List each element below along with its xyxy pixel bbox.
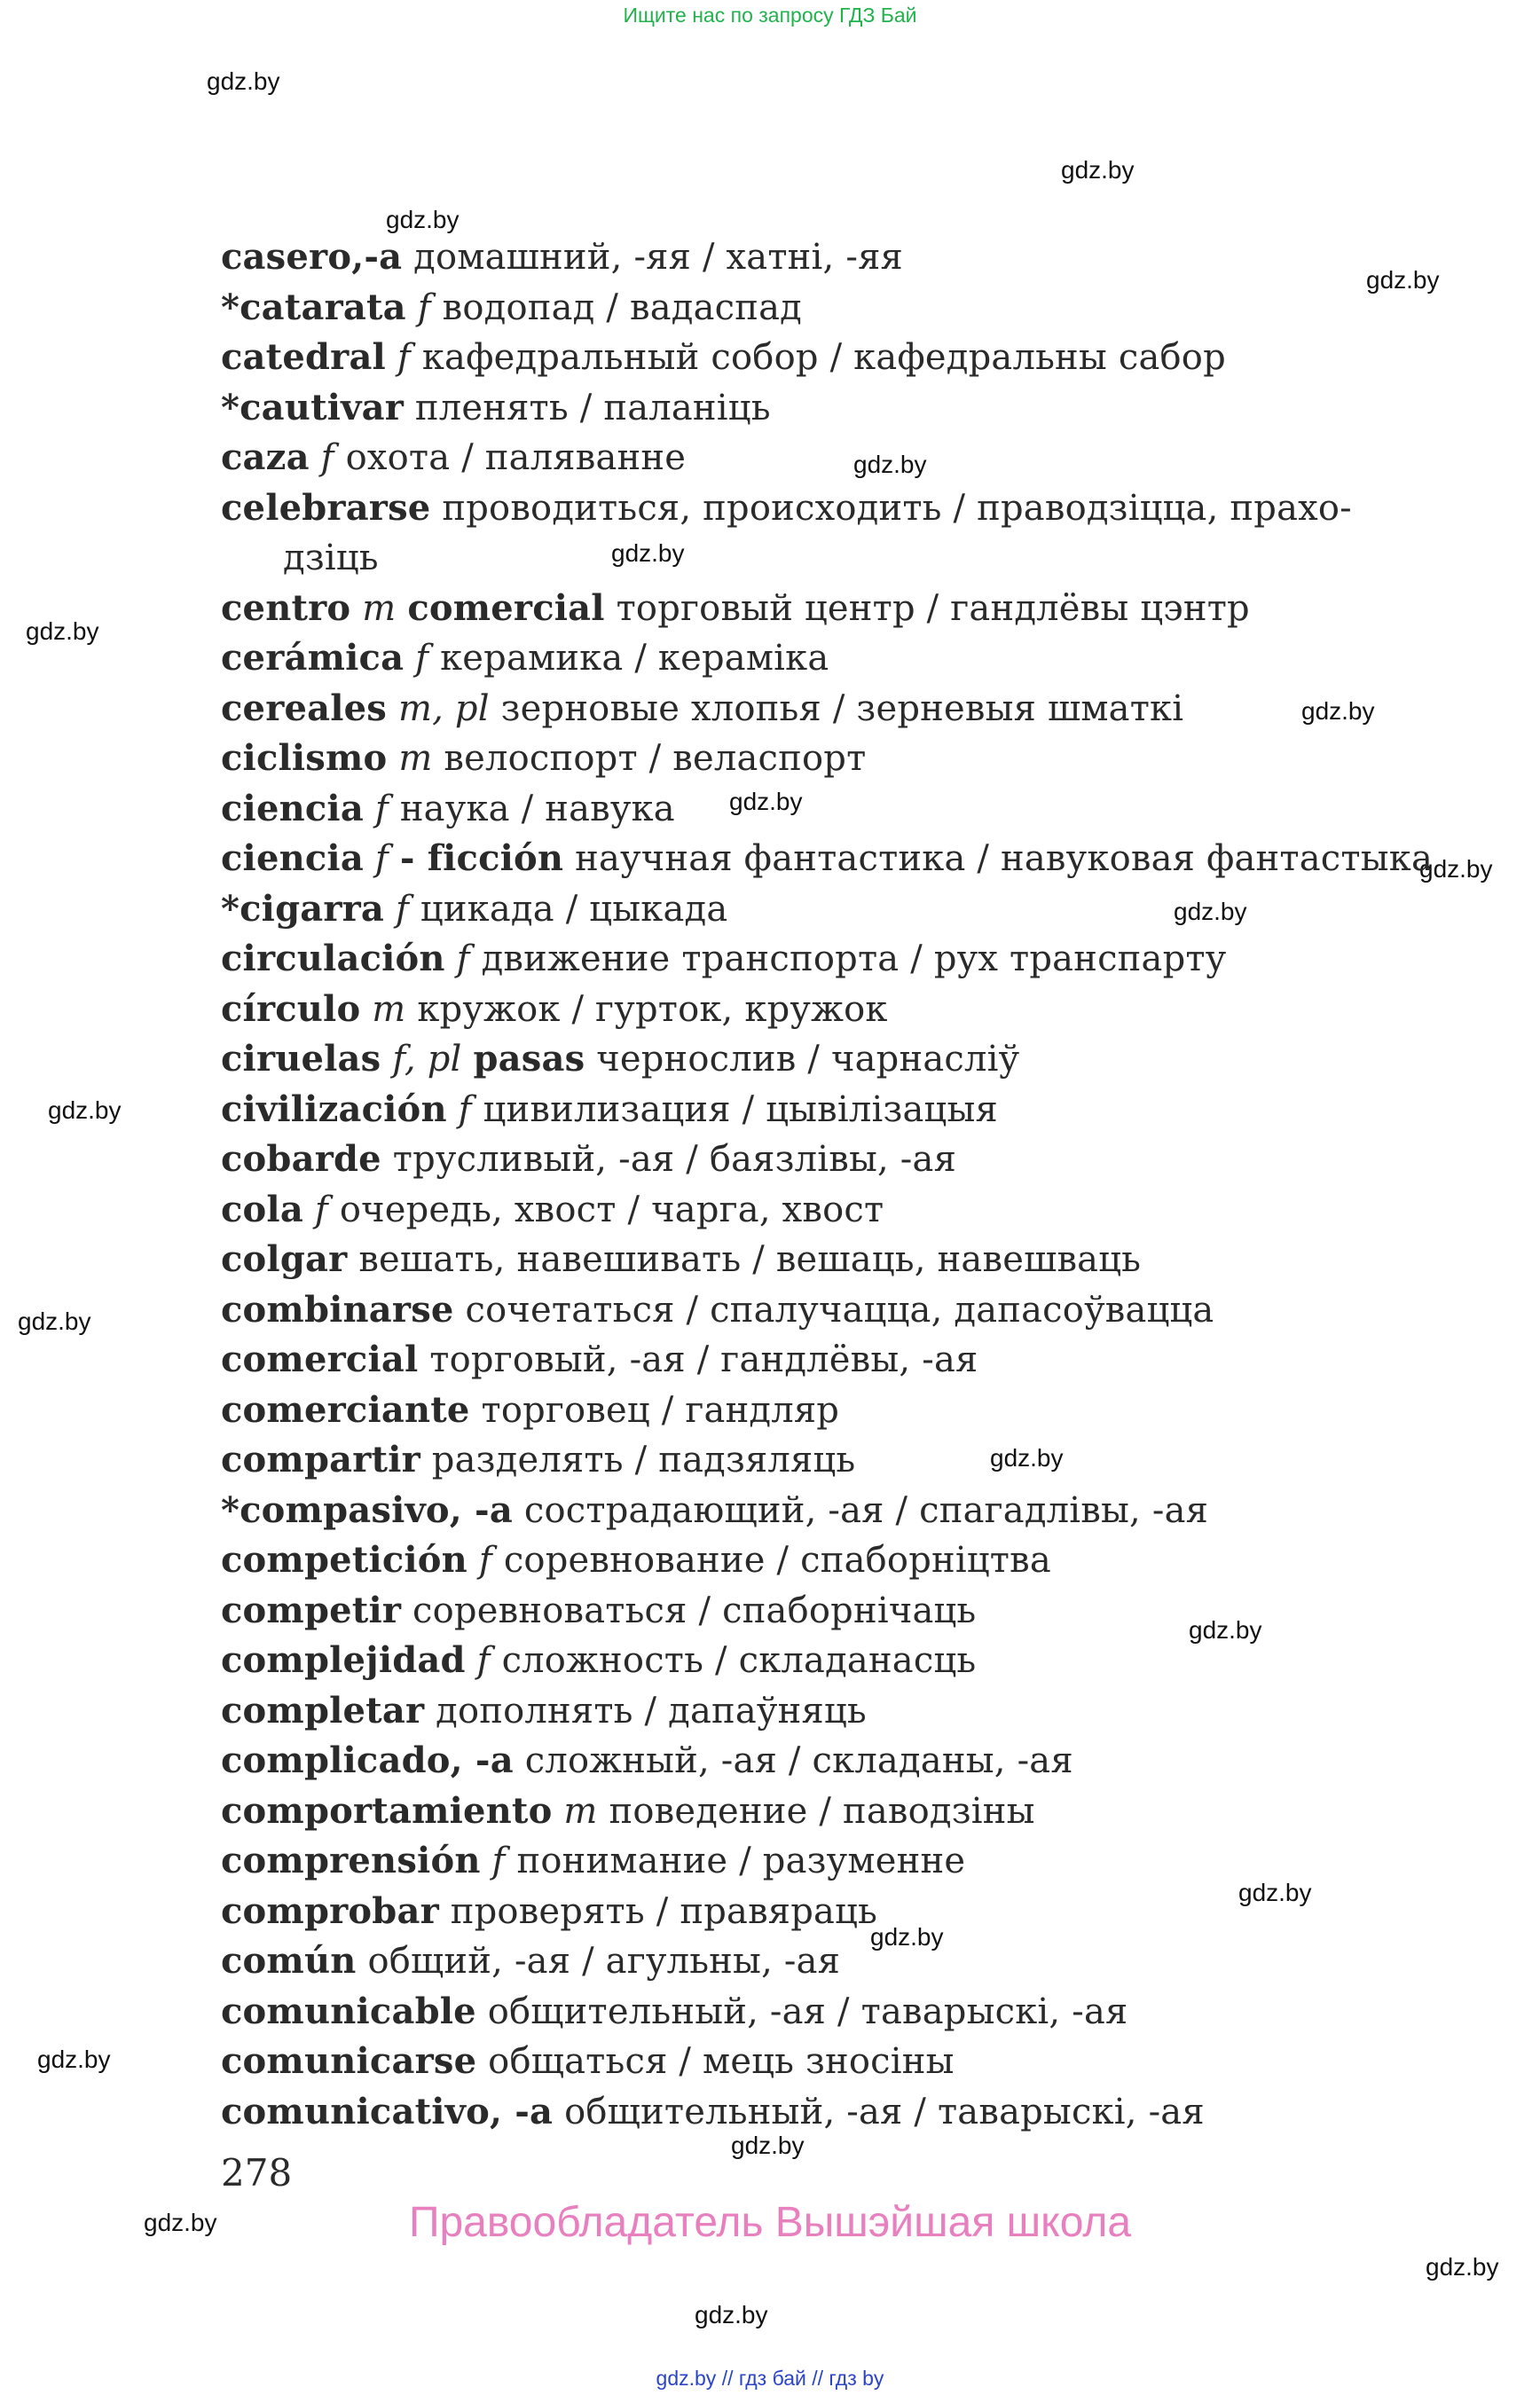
watermark: gdz.by (144, 2209, 217, 2236)
translation: проверять / правяраць (450, 1890, 877, 1932)
dictionary-entry (221, 584, 1498, 634)
translation: кафедральный собор / кафедральны сабор (421, 337, 1226, 378)
top-banner: Ищите нас по запросу ГДЗ Бай (623, 4, 917, 27)
dictionary-entry (221, 734, 1498, 784)
headword: circulación (221, 938, 445, 979)
headword: competir (221, 1589, 402, 1631)
headword: cereales (221, 687, 388, 729)
headword: catedral (221, 336, 386, 378)
headword: cerámica (221, 637, 405, 679)
headword: comercial (221, 1339, 419, 1380)
translation: пленять / паланіць (414, 387, 771, 428)
dictionary-entry (221, 1686, 1498, 1737)
grammar-mark: f (320, 437, 334, 478)
grammar-mark: m (362, 587, 397, 629)
translation: домашний, -яя / хатні, -яя (413, 237, 903, 278)
grammar-mark: f, pl (392, 1039, 462, 1080)
dictionary-entry (221, 1285, 1498, 1336)
watermark: gdz.by (1426, 2253, 1499, 2281)
page-number: 278 (221, 2151, 293, 2195)
dictionary-entry (221, 1435, 1498, 1486)
headword: combinarse (221, 1288, 454, 1331)
translation: трусливый, -ая / баязлівы, -ая (392, 1139, 957, 1180)
translation: цивилизация / цывілізацыя (483, 1088, 998, 1130)
watermark: gdz.by (853, 451, 927, 478)
translation: торговец / гандляр (481, 1389, 840, 1431)
translation: торговый центр / гандлёвы цэнтр (616, 587, 1250, 629)
watermark: gdz.by (731, 2132, 805, 2159)
headword: comunicativo, -a (221, 2090, 554, 2132)
dictionary-entry (221, 884, 1498, 935)
dictionary-entry (221, 1135, 1498, 1185)
watermark: gdz.by (48, 1096, 122, 1124)
headword: cola (221, 1188, 303, 1230)
watermark: gdz.by (1238, 1879, 1312, 1906)
dictionary-entry (221, 834, 1498, 884)
grammar-mark: f (374, 788, 389, 829)
translation: общаться / мець зносіны (488, 2041, 955, 2082)
headword: complicado, -a (221, 1739, 514, 1781)
dictionary-entry (221, 1586, 1498, 1637)
translation: соревнование / спаборніцтва (503, 1540, 1051, 1581)
dictionary-entry (221, 633, 1498, 684)
watermark: gdz.by (1366, 266, 1440, 294)
headword: caza (221, 436, 310, 478)
dictionary-entry (221, 1034, 1498, 1085)
headword: colgar (221, 1238, 348, 1280)
translation: наука / навука (399, 788, 675, 829)
dictionary-entry (221, 383, 1498, 434)
headword: celebrarse (221, 486, 431, 529)
dictionary-entry (221, 684, 1498, 734)
dictionary-entry (221, 985, 1498, 1035)
watermark: gdz.by (1061, 156, 1135, 184)
headword: casero,-a (221, 236, 403, 278)
translation: торговый, -ая / гандлёвы, -ая (429, 1339, 978, 1380)
dictionary-entry (221, 1185, 1498, 1236)
grammar-mark: m (563, 1790, 598, 1832)
translation: понимание / разуменне (516, 1841, 966, 1881)
dictionary-entry (221, 1335, 1498, 1386)
headword: comunicable (221, 1990, 476, 2032)
headword: competición (221, 1539, 468, 1581)
translation: общительный, -ая / таварыскі, -ая (487, 1991, 1128, 2032)
headword: ciclismo (221, 737, 388, 779)
headword: *cautivar (221, 386, 404, 428)
grammar-mark: f (395, 888, 409, 930)
headword: ciencia (221, 787, 364, 829)
translation: чернослив / чарнасліў (596, 1039, 1020, 1080)
grammar-mark: f (476, 1640, 491, 1681)
headword: complejidad (221, 1639, 466, 1681)
grammar-mark: m (398, 738, 433, 779)
watermark: gdz.by (1301, 697, 1375, 725)
translation: кружок / гурток, кружок (417, 988, 888, 1030)
translation: сострадающий, -ая / спагадлівы, -ая (523, 1489, 1209, 1531)
dictionary-entry (221, 2037, 1498, 2087)
headword: completar (221, 1689, 425, 1732)
grammar-mark: m, pl (397, 687, 490, 729)
translation: вешать, навешивать / вешаць, навешваць (358, 1239, 1142, 1280)
dictionary-entry (221, 1787, 1498, 1837)
headword: círculo (221, 987, 361, 1030)
dictionary-entry (221, 784, 1498, 835)
rights-holder: Правообладатель Вышэйшая школа (408, 2199, 1132, 2246)
grammar-mark: f (478, 1540, 492, 1581)
watermark: gdz.by (386, 206, 460, 233)
watermark: gdz.by (695, 2301, 768, 2328)
headword: cobarde (221, 1138, 381, 1180)
footer-links[interactable]: gdz.by // гдз бай // гдз by (656, 2367, 884, 2390)
headword: centro (221, 586, 351, 629)
dictionary-entries (221, 232, 1498, 2137)
headword-continuation: pasas (473, 1038, 585, 1080)
dictionary-entry (221, 1987, 1498, 2038)
headword: *compasivo, -a (221, 1488, 513, 1531)
headword: civilización (221, 1088, 447, 1130)
dictionary-entry (221, 1736, 1498, 1787)
dictionary-entry (221, 1936, 1498, 1987)
headword: *cigarra (221, 887, 385, 930)
watermark: gdz.by (1419, 855, 1493, 883)
dictionary-entry (221, 1235, 1498, 1285)
grammar-mark: f (458, 1088, 472, 1130)
grammar-mark: f (417, 287, 431, 328)
watermark: gdz.by (26, 617, 99, 645)
dictionary-entry (221, 483, 1498, 584)
headword-continuation: comercial (407, 586, 605, 629)
dictionary-entry (221, 283, 1498, 334)
translation: проводиться, происходить / праводзіцца, прахо- (442, 487, 1352, 529)
dictionary-entry (221, 934, 1498, 985)
headword: comerciante (221, 1388, 470, 1431)
translation: движение транспорта / рух транспарту (481, 938, 1227, 979)
translation: общительный, -ая / таварыскі, -ая (564, 2091, 1205, 2132)
headword-continuation: - ficción (399, 837, 564, 879)
translation: сочетаться / спалучацца, дапасоўвацца (465, 1289, 1214, 1331)
headword: comunicarse (221, 2040, 477, 2082)
watermark: gdz.by (1189, 1616, 1262, 1644)
dictionary-entry (221, 1636, 1498, 1686)
grammar-mark: f (397, 337, 411, 378)
dictionary-entry (221, 2087, 1498, 2138)
translation: сложный, -ая / складаны, -ая (524, 1740, 1073, 1781)
watermark: gdz.by (37, 2046, 111, 2073)
translation: керамика / кераміка (440, 638, 829, 679)
grammar-mark: f (456, 938, 470, 979)
headword: común (221, 1940, 357, 1982)
watermark: gdz.by (18, 1308, 91, 1335)
translation: водопад / вадаспад (442, 287, 802, 328)
translation: зерновые хлопья / зерневыя шматкі (500, 687, 1184, 729)
watermark: gdz.by (207, 67, 280, 95)
dictionary-entry (221, 1535, 1498, 1586)
headword: comportamiento (221, 1789, 553, 1832)
dictionary-entry (221, 1887, 1498, 1937)
headword: compartir (221, 1439, 420, 1480)
grammar-mark: m (372, 988, 406, 1030)
headword: ciencia (221, 837, 364, 879)
dictionary-entry (221, 1486, 1498, 1536)
dictionary-entry (221, 232, 1498, 283)
translation: общий, -ая / агульны, -ая (367, 1941, 841, 1982)
translation: сложность / складанасць (501, 1640, 977, 1681)
translation: научная фантастика / навуковая фантастыка (575, 838, 1433, 879)
translation-continuation: дзіць (283, 538, 379, 578)
watermark: gdz.by (990, 1444, 1064, 1472)
headword: comprobar (221, 1889, 439, 1932)
dictionary-entry (221, 1836, 1498, 1887)
grammar-mark: f (314, 1189, 328, 1230)
grammar-mark: f (491, 1841, 506, 1881)
translation: велоспорт / веласпорт (444, 738, 867, 779)
translation: разделять / падзяляць (431, 1440, 856, 1480)
translation: очередь, хвост / чарга, хвост (339, 1189, 884, 1230)
watermark: gdz.by (870, 1923, 944, 1951)
watermark: gdz.by (611, 539, 685, 567)
watermark: gdz.by (729, 788, 803, 815)
headword: comprensión (221, 1840, 481, 1881)
translation: поведение / паводзіны (609, 1790, 1035, 1832)
dictionary-entry (221, 1386, 1498, 1436)
translation: охота / паляванне (345, 437, 687, 478)
grammar-mark: f (415, 638, 429, 679)
translation: соревноваться / спаборнічаць (412, 1590, 977, 1631)
dictionary-entry (221, 333, 1498, 383)
translation: дополнять / дапаўняць (436, 1690, 867, 1732)
dictionary-entry (221, 1085, 1498, 1135)
watermark: gdz.by (1174, 898, 1247, 925)
headword: ciruelas (221, 1038, 381, 1080)
headword: *catarata (221, 286, 406, 328)
translation: цикада / цыкада (420, 888, 728, 930)
grammar-mark: f (374, 838, 389, 879)
dictionary-entry (221, 433, 1498, 483)
